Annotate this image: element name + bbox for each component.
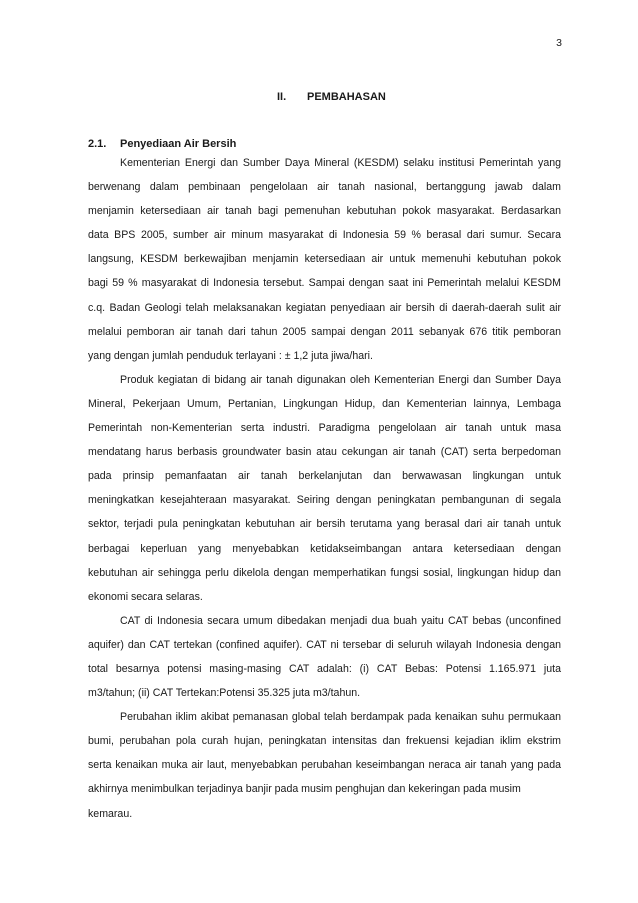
text-line: bumi, perubahan pola curah hujan, peningkatan intensitas dan frekuensi kejadian iklim ekstrim bbox=[88, 735, 561, 748]
text-line: serta kenaikan muka air laut, menyebabkan perubahan keseimbangan neraca air tanah yang pada bbox=[88, 759, 561, 772]
text-line: berbagai keperluan yang menyebabkan ketidakseimbangan antara ketersediaan dengan bbox=[88, 542, 561, 555]
text-line: c.q. Badan Geologi telah melaksanakan kegiatan penyediaan air bersih di daerah-daerah sulit air bbox=[88, 301, 561, 314]
chapter-number: II. bbox=[277, 91, 287, 103]
paragraph-1 bbox=[88, 151, 561, 368]
text-line: akhirnya menimbulkan terjadinya banjir pada musim penghujan dan kekeringan pada musim bbox=[88, 783, 521, 796]
text-line: pada prinsip pemanfaatan air tanah berkelanjutan dan berwawasan lingkungan untuk bbox=[88, 470, 561, 483]
chapter-title: PEMBAHASAN bbox=[307, 91, 386, 103]
section-heading bbox=[88, 138, 236, 150]
text-line: berwenang dalam pembinaan pengelolaan air tanah nasional, bertanggung jawab dalam bbox=[88, 181, 561, 194]
body-text bbox=[88, 151, 561, 826]
text-line: Produk kegiatan di bidang air tanah digunakan oleh Kementerian Energi dan Sumber Daya bbox=[120, 373, 561, 386]
paragraph-4 bbox=[88, 705, 561, 825]
paragraph-3 bbox=[88, 609, 561, 705]
section-title: Penyediaan Air Bersih bbox=[120, 138, 237, 150]
section-number: 2.1. bbox=[88, 138, 107, 150]
text-line: data BPS 2005, sumber air minum masyarakat di Indonesia 59 % berasal dari sumur. Secara bbox=[88, 229, 561, 242]
text-line: melalui pemboran air tanah dari tahun 2005 sampai dengan 2011 sebanyak 676 titik pemboran bbox=[88, 325, 561, 338]
text-line: Mineral, Pekerjaan Umum, Pertanian, Lingkungan Hidup, dan Kementerian lainnya, Lembaga bbox=[88, 397, 561, 410]
paragraph-2 bbox=[88, 368, 561, 609]
text-line: menjamin ketersediaan air tanah bagi pemenuhan kebutuhan pokok masyarakat. Berdasarkan bbox=[88, 205, 561, 218]
text-line: meningkatkan kesejahteraan masyarakat. Seiring dengan peningkatan pembangunan di segala bbox=[88, 494, 561, 507]
text-line: kemarau. bbox=[88, 807, 133, 820]
text-line: mendatang harus berbasis groundwater basin atau cekungan air tanah (CAT) serta berpedoman bbox=[88, 446, 561, 459]
text-line: Kementerian Energi dan Sumber Daya Mineral (KESDM) selaku institusi Pemerintah yang bbox=[120, 157, 561, 169]
text-line: kebutuhan air sehingga perlu dikelola dengan memperhatikan fungsi sosial, lingkungan hidup dan bbox=[88, 566, 561, 579]
text-line: ekonomi secara selaras. bbox=[88, 590, 203, 603]
text-line: Pemerintah non-Kementerian serta industri. Paradigma pengelolaan air tanah untuk masa bbox=[88, 422, 561, 435]
page-number: 3 bbox=[556, 37, 562, 49]
text-line: aquifer) dan CAT tertekan (confined aquifer). CAT ni tersebar di seluruh wilayah Indonesia dengan bbox=[88, 638, 561, 651]
text-line: langsung, KESDM berkewajiban menjamin ketersediaan air untuk memenuhi kebutuhan pokok bbox=[88, 253, 561, 266]
text-line: total besarnya potensi masing-masing CAT adalah: (i) CAT Bebas: Potensi 1.165.971 juta bbox=[88, 662, 561, 675]
text-line: sektor, terjadi pula peningkatan kebutuhan air bersih terutama yang berasal dari air tanah untuk bbox=[88, 518, 561, 531]
text-line: m3/tahun; (ii) CAT Tertekan:Potensi 35.325 juta m3/tahun. bbox=[88, 687, 361, 700]
text-line: yang dengan jumlah penduduk terlayani : ± 1,2 juta jiwa/hari. bbox=[88, 349, 373, 362]
text-line: CAT di Indonesia secara umum dibedakan menjadi dua buah yaitu CAT bebas (unconfined bbox=[120, 614, 561, 627]
text-line: Perubahan iklim akibat pemanasan global telah berdampak pada kenaikan suhu permukaan bbox=[120, 711, 561, 724]
text-line: bagi 59 % masyarakat di Indonesia tersebut. Sampai dengan saat ini Pemerintah melalui KESDM bbox=[88, 277, 561, 290]
